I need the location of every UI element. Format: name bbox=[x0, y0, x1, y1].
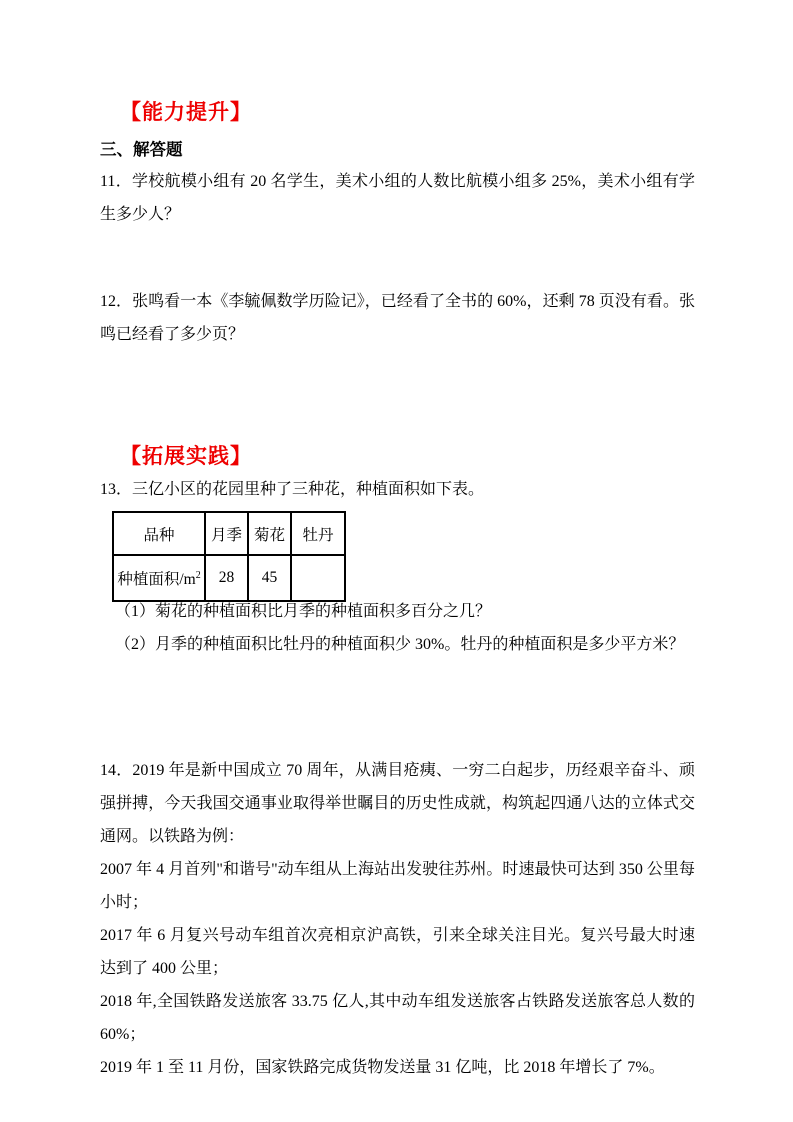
question-13-subquestions bbox=[115, 595, 700, 661]
table-header-variety: 品种 bbox=[113, 512, 205, 555]
question-14-intro: 14．2019 年是新中国成立 70 周年，从满目疮痍、一穷二白起步，历经艰辛奋斗、顽强拼搏，今天我国交通事业取得举世瞩目的历史性成就，构筑起四通八达的立体式交通网。以铁路为例： bbox=[100, 762, 695, 845]
question-14-fact-2019: 2019 年 1 至 11 月份，国家铁路完成货物发送量 31 亿吨，比 2018 年增长了 7%。 bbox=[100, 1059, 665, 1076]
question-11: 11．学校航模小组有 20 名学生，美术小组的人数比航模小组多 25%，美术小组有学生多少人？ bbox=[100, 173, 695, 223]
question-14-fact-2018: 2018 年,全国铁路发送旅客 33.75 亿人,其中动车组发送旅客占铁路发送旅客总人数的 60%； bbox=[100, 993, 695, 1043]
table-header-yueji: 月季 bbox=[205, 512, 248, 555]
table-header-juhua: 菊花 bbox=[248, 512, 291, 555]
part-three-label: 三、解答题 bbox=[100, 140, 183, 159]
question-12: 12．张鸣看一本《李毓佩数学历险记》，已经看了全书的 60%，还剩 78 页没有看。张鸣已经看了多少页？ bbox=[100, 293, 695, 343]
table-cell-yueji-area: 28 bbox=[205, 555, 248, 601]
table-header-row bbox=[113, 512, 345, 555]
question-14-fact-2017: 2017 年 6 月复兴号动车组首次亮相京沪高铁，引来全球关注目光。复兴号最大时速达到了 400 公里； bbox=[100, 927, 695, 977]
question-14-fact-2007: 2007 年 4 月首列"和谐号"动车组从上海站出发驶往苏州。时速最快可达到 350 公里每小时； bbox=[100, 861, 695, 911]
section-heading-practice: 【拓展实践】 bbox=[120, 444, 252, 468]
question-13-sub2: （2）月季的种植面积比牡丹的种植面积少 30%。牡丹的种植面积是多少平方米？ bbox=[115, 636, 685, 653]
table-row-label-superscript: 2 bbox=[195, 569, 201, 581]
section-heading-ability: 【能力提升】 bbox=[120, 100, 252, 124]
table-row-label-text: 种植面积/m bbox=[117, 571, 196, 588]
table-header-mudan: 牡丹 bbox=[291, 512, 345, 555]
table-cell-juhua-area: 45 bbox=[248, 555, 291, 601]
question-13-sub1: （1）菊花的种植面积比月季的种植面积多百分之几？ bbox=[115, 603, 492, 620]
planting-area-table bbox=[112, 511, 346, 602]
question-14 bbox=[100, 754, 695, 1084]
question-13-intro: 13．三亿小区的花园里种了三种花，种植面积如下表。 bbox=[100, 481, 485, 498]
